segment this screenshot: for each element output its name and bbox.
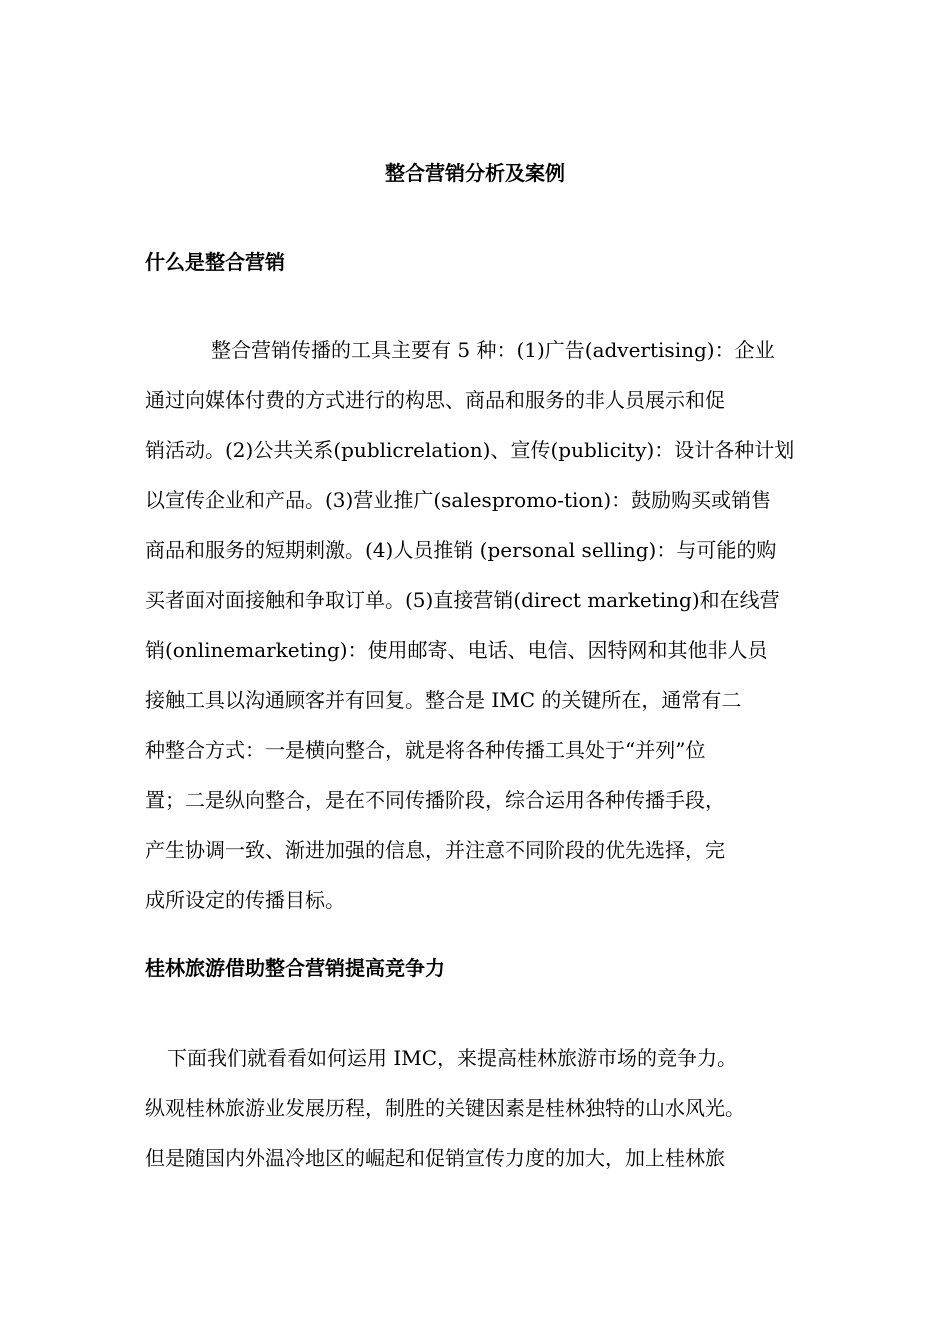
paragraph-line: 成所设定的传播目标。: [145, 888, 345, 912]
paragraph-line: 销(onlinemarketing)：使用邮寄、电话、电信、因特网和其他非人员: [145, 638, 768, 662]
paragraph-line: 整合营销传播的工具主要有 5 种：(1)广告(advertising)：企业: [211, 338, 775, 362]
section-heading-guilin-tourism: 桂林旅游借助整合营销提高竞争力: [145, 956, 445, 980]
paragraph-line: 但是随国内外温冷地区的崛起和促销宣传力度的加大，加上桂林旅: [145, 1146, 725, 1170]
paragraph-line: 通过向媒体付费的方式进行的构思、商品和服务的非人员展示和促: [145, 388, 725, 412]
paragraph-line: 商品和服务的短期刺激。(4)人员推销 (personal selling)：与可能的购: [145, 538, 777, 562]
paragraph-line: 销活动。(2)公共关系(publicrelation)、宣传(publicity)：设计各种计划: [145, 438, 795, 462]
paragraph-line: 纵观桂林旅游业发展历程，制胜的关键因素是桂林独特的山水风光。: [145, 1096, 745, 1120]
document-title: 整合营销分析及案例: [385, 161, 565, 185]
paragraph-line: 种整合方式：一是横向整合，就是将各种传播工具处于“并列”位: [145, 738, 706, 762]
paragraph-line: 下面我们就看看如何运用 IMC，来提高桂林旅游市场的竞争力。: [167, 1046, 738, 1070]
paragraph-line: 买者面对面接触和争取订单。(5)直接营销(direct marketing)和在线营: [145, 588, 780, 612]
paragraph-line: 置；二是纵向整合，是在不同传播阶段，综合运用各种传播手段，: [145, 788, 725, 812]
paragraph-line: 接触工具以沟通顾客并有回复。整合是 IMC 的关键所在，通常有二: [145, 688, 742, 712]
section-heading-what-is-imc: 什么是整合营销: [145, 250, 285, 274]
paragraph-line: 产生协调一致、渐进加强的信息，并注意不同阶段的优先选择，完: [145, 838, 725, 862]
paragraph-line: 以宣传企业和产品。(3)营业推广(salespromo-tion)：鼓励购买或销售: [145, 488, 772, 512]
